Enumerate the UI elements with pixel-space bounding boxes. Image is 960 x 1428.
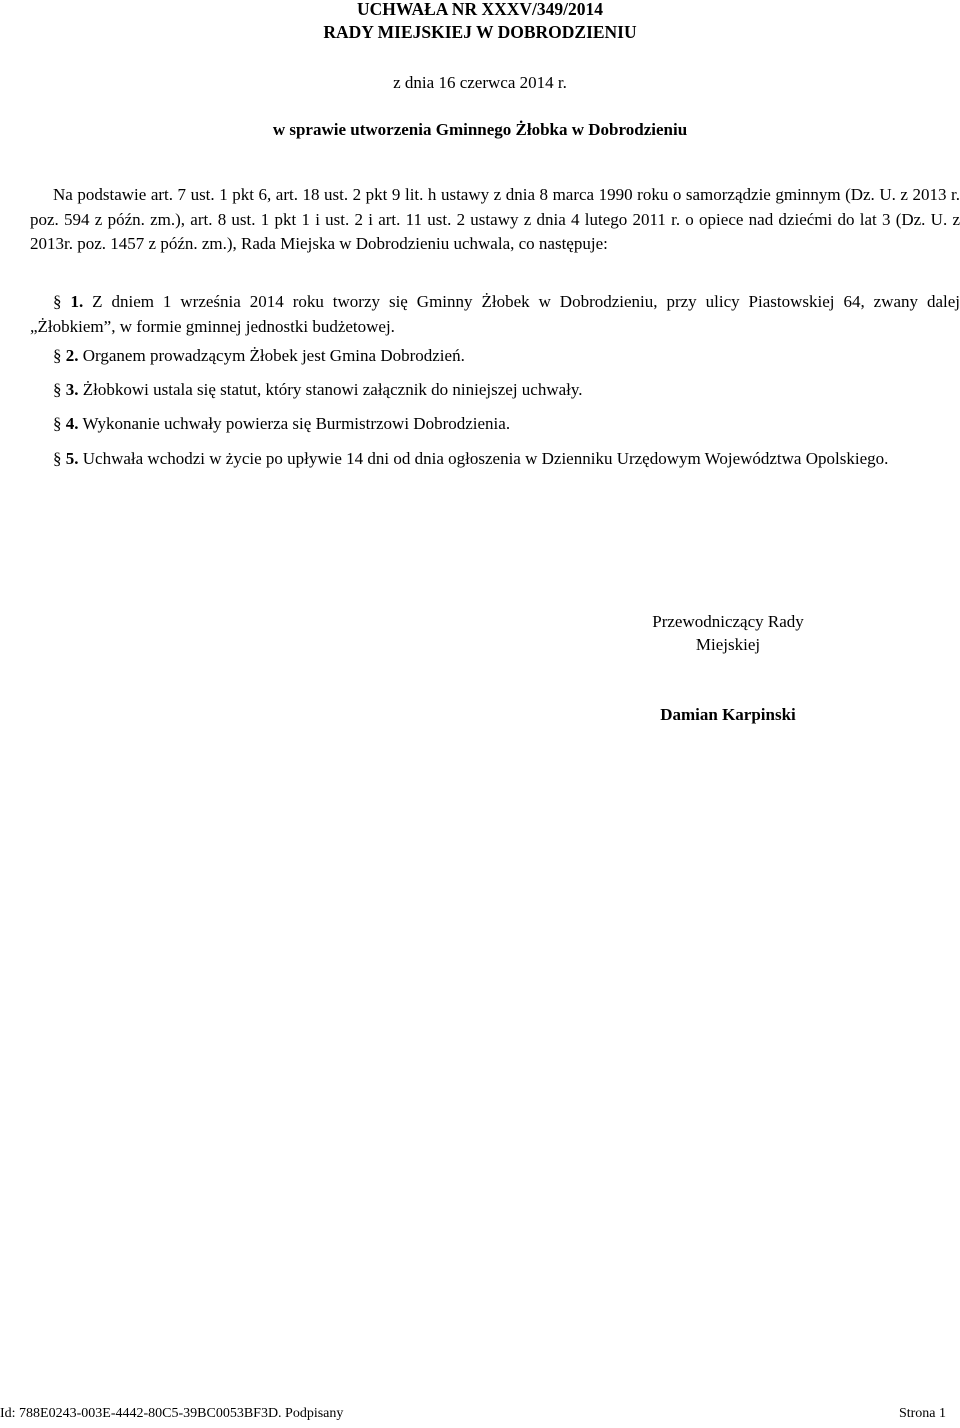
resolution-header <box>0 0 960 44</box>
section-number: 4. <box>65 414 79 433</box>
section-text: Uchwała wchodzi w życie po upływie 14 dni od dnia ogłoszenia w Dzienniku Urzędowym Województwa Opolskiego. <box>82 449 889 468</box>
page-number-footer: Strona 1 <box>898 1406 946 1421</box>
resolution-subject: w sprawie utworzenia Gminnego Żłobka w Dobrodzieniu <box>272 120 688 139</box>
section-mark: § <box>53 346 62 365</box>
section-2 <box>30 344 960 369</box>
section-3 <box>30 378 960 403</box>
section-5 <box>30 447 960 472</box>
preamble-text: Na podstawie art. 7 ust. 1 pkt 6, art. 18 ust. 2 pkt 9 lit. h ustawy z dnia 8 marca 1990 roku o samorządzie gminnym (Dz. U. z 2013 r. poz. 594 z późn. zm.), art. 8 ust. 1 pkt 1 i ust. 2 i art. 11 ust. 2 ustawy z dnia 4 lutego 2011 r. o opiece nad dziećmi do lat 3 (Dz. U. z 2013r. poz. 1457 z późn. zm.), Rada Miejska w Dobrodzieniu uchwala, co następuje: <box>30 185 960 253</box>
section-text: Wykonanie uchwały powierza się Burmistrzowi Dobrodzienia. <box>82 414 511 433</box>
document-id-footer: Id: 788E0243-003E-4442-80C5-39BC0053BF3D. Podpisany <box>0 1406 344 1421</box>
council-name: RADY MIEJSKIEJ W DOBRODZIENIU <box>323 22 637 42</box>
resolution-date: z dnia 16 czerwca 2014 r. <box>393 73 567 92</box>
section-4 <box>30 412 960 437</box>
section-number: 1. <box>70 292 84 311</box>
signature-role-line-1: Przewodniczący Rady <box>652 612 804 631</box>
section-mark: § <box>53 292 62 311</box>
section-mark: § <box>53 414 62 433</box>
resolution-title: UCHWAŁA NR XXXV/349/2014 <box>357 0 603 19</box>
section-text: Organem prowadzącym Żłobek jest Gmina Dobrodzień. <box>82 346 465 365</box>
section-number: 2. <box>65 346 79 365</box>
signature-role <box>618 610 838 656</box>
signature-role-line-2: Miejskiej <box>695 635 761 654</box>
section-text: Żłobkowi ustala się statut, który stanowi załącznik do niniejszej uchwały. <box>82 380 583 399</box>
section-number: 3. <box>65 380 79 399</box>
signatory-name: Damian Karpinski <box>660 705 796 724</box>
section-mark: § <box>53 449 62 468</box>
section-mark: § <box>53 380 62 399</box>
section-1 <box>30 290 960 339</box>
section-number: 5. <box>65 449 79 468</box>
section-text: Z dniem 1 września 2014 roku tworzy się Gminny Żłobek w Dobrodzieniu, przy ulicy Piastowskiej 64, zwany dalej „Żłobkiem”, w formie gminnej jednostki budżetowej. <box>30 292 960 336</box>
